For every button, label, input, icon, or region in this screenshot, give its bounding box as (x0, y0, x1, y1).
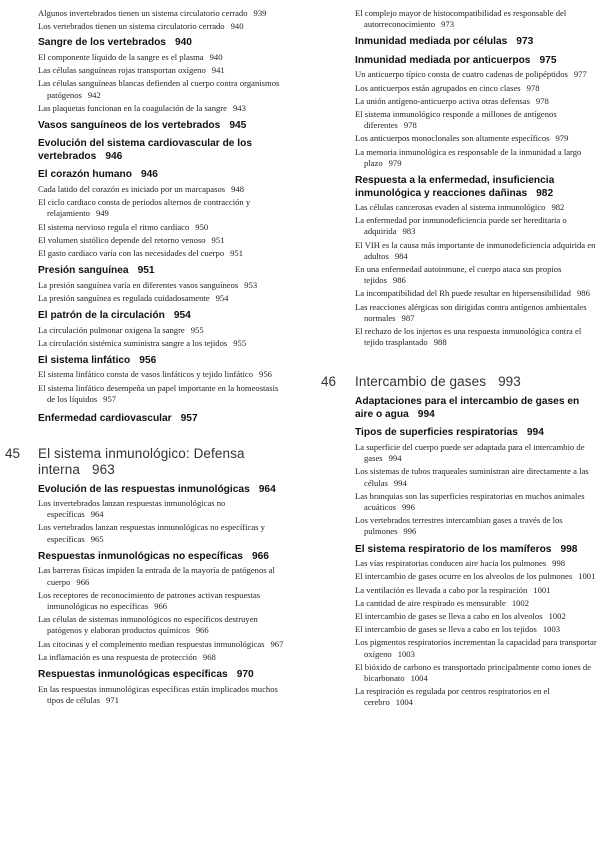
item-text: El intercambio de gases ocurre en los alveolos de los pulmones (355, 571, 573, 582)
page-number: 994 (417, 408, 435, 420)
chapter-title (38, 446, 284, 478)
page-number: 940 (230, 21, 244, 32)
item-text: Las reacciones alérgicas son dirigidas contra antígenos ambientales normales (355, 301, 587, 323)
item-text: Los vertebrados lanzan respuestas inmunológicas no específicas y específicas (38, 522, 265, 544)
toc-item (38, 248, 284, 259)
page-number: 994 (526, 427, 544, 439)
section-title: Presión sanguínea (38, 265, 129, 277)
section-title: Vasos sanguíneos de los vertebrados (38, 119, 221, 131)
page-number: 941 (211, 65, 225, 76)
toc-item (355, 491, 598, 513)
page-number: 973 (516, 36, 534, 48)
page-number: 953 (244, 279, 258, 290)
section-title: Enfermedad cardiovascular (38, 413, 172, 425)
page-number: 951 (137, 265, 155, 277)
section-title: Evolución de las respuestas inmunológicas (38, 483, 250, 495)
toc-item (38, 590, 284, 612)
page-number: 966 (195, 625, 209, 636)
item-text: Las células cancerosas evaden al sistema inmunológico (355, 202, 546, 213)
item-text: Los vertebrados terrestres intercambian gases a través de los pulmones (355, 515, 563, 537)
toc-item (355, 288, 598, 299)
page-number: 940 (174, 37, 192, 49)
toc-item (355, 8, 598, 30)
toc-item (38, 684, 284, 706)
page-number: 963 (91, 461, 115, 477)
item-text: Algunos invertebrados tienen un sistema circulatorio cerrado (38, 8, 248, 18)
page-number: 940 (209, 51, 223, 62)
toc-item (355, 96, 598, 107)
section-title: Respuesta a la enfermedad, insuficiencia inmunológica y reacciones dañinas (355, 175, 555, 199)
item-text: La inflamación es una respuesta de protección (38, 651, 197, 662)
page-number: 964 (90, 509, 104, 520)
page-number: 1004 (410, 672, 428, 683)
chapter-heading (321, 374, 598, 390)
toc-item (355, 466, 598, 488)
page-number: 954 (173, 310, 191, 322)
item-text: La circulación pulmonar oxigena la sangre (38, 324, 185, 335)
toc-item (38, 565, 284, 587)
item-text: El gasto cardiaco varía con las necesidades del cuerpo (38, 247, 225, 258)
item-text: Las plaquetas funcionan en la coagulación de la sangre (38, 102, 227, 113)
section-title: El patrón de la circulación (38, 310, 165, 322)
section-title: Tipos de superficies respiratorias (355, 427, 518, 439)
page-number: 977 (573, 69, 587, 80)
page-number: 957 (103, 393, 117, 404)
page-number: 1002 (548, 610, 566, 621)
item-text: El complejo mayor de histocompatibilidad es responsable del autorreconocimiento (355, 8, 567, 30)
page-number: 951 (230, 247, 244, 258)
page-number: 998 (560, 543, 578, 555)
item-text: El bióxido de carbono es transportado principalmente como iones de bicarbonato (355, 661, 592, 683)
page-number: 986 (392, 275, 406, 286)
toc-item (38, 8, 284, 19)
page-number: 978 (403, 120, 417, 131)
section-heading (355, 544, 598, 557)
section-title: Inmunidad mediada por células (355, 36, 508, 48)
toc-item (38, 197, 284, 219)
page-number: 993 (498, 374, 521, 390)
chapter-title-text: Intercambio de gases (355, 374, 487, 390)
section-heading (38, 484, 284, 497)
item-text: La presión sanguínea varía en diferentes vasos sanguíneos (38, 279, 239, 290)
section-title: Respuestas inmunológicas específicas (38, 669, 228, 680)
page-number: 996 (403, 526, 417, 537)
section-heading (38, 37, 284, 50)
toc-item (355, 147, 598, 169)
chapter-title-text: El sistema inmunológico: Defensa interna (38, 445, 245, 477)
page-number: 982 (551, 202, 565, 213)
item-text: El sistema nervioso regula el ritmo cardiaco (38, 221, 190, 232)
toc-item (355, 83, 598, 94)
page-number: 956 (259, 369, 272, 380)
item-text: El sistema linfático consta de vasos linfáticos y tejido linfático (38, 369, 254, 380)
page-number: 943 (232, 102, 246, 113)
page-number: 945 (229, 119, 247, 131)
toc-item (38, 652, 284, 663)
item-text: Las citocinas y el complemento median respuestas inmunológicas (38, 638, 265, 649)
section-heading (355, 396, 598, 421)
page-number: 984 (394, 250, 408, 261)
item-text: El sistema inmunológico responde a millones de antígenos diferentes (355, 109, 557, 131)
toc-item (38, 293, 284, 304)
item-text: Un anticuerpo típico consta de cuatro cadenas de polipéptidos (355, 69, 568, 80)
page-number: 956 (139, 354, 157, 366)
section-heading (355, 36, 598, 49)
toc-item (38, 222, 284, 233)
toc-item (355, 202, 598, 213)
toc-item (355, 686, 598, 708)
item-text: El volumen sistólico depende del retorno venoso (38, 234, 206, 245)
section-heading (38, 169, 284, 182)
section-heading (355, 55, 598, 68)
toc-item (38, 184, 284, 195)
toc-item (355, 240, 598, 262)
toc-item (355, 326, 598, 348)
item-text: El rechazo de los injertos es una respuesta inmunológica contra el tejido trasplantado (355, 326, 582, 348)
toc-item (38, 614, 284, 636)
page-number: 987 (401, 312, 415, 323)
item-text: El intercambio de gases se lleva a cabo en los tejidos (355, 624, 537, 635)
section-heading (38, 669, 284, 682)
chapter-number: 45 (5, 445, 21, 461)
page-number: 1002 (511, 597, 529, 608)
section-heading (355, 427, 598, 440)
toc-item (38, 639, 284, 650)
item-text: La ventilación es llevada a cabo por la respiración (355, 584, 528, 595)
section-title: Adaptaciones para el intercambio de gases en aire o agua (355, 396, 580, 420)
toc-item (38, 522, 284, 544)
item-text: En una enfermedad autoinmune, el cuerpo ataca sus propios tejidos (355, 264, 562, 286)
page-number: 951 (211, 234, 225, 245)
toc-right-column (321, 8, 598, 709)
page-number: 954 (215, 292, 229, 303)
toc-item (38, 103, 284, 114)
toc-item (38, 65, 284, 76)
page-number: 998 (552, 558, 566, 569)
item-text: La incompatibilidad del Rh puede resultar en hipersensibilidad (355, 288, 571, 299)
chapter-heading (5, 445, 284, 478)
page-number: 973 (441, 19, 454, 30)
toc-item (38, 338, 284, 349)
page-number: 1004 (395, 697, 413, 708)
toc-item (355, 215, 598, 237)
chapter-number: 46 (321, 374, 337, 390)
page-number: 994 (388, 453, 402, 464)
item-text: Los invertebrados lanzan respuestas inmunológicas no específicas (38, 498, 226, 520)
item-text: Las células de sistemas inmunológicos no específicos destruyen patógenos y elaboran productos químicos (38, 614, 258, 636)
item-text: En las respuestas inmunológicas específicas están implicados muchos tipos de células (38, 683, 278, 705)
page-number: 967 (270, 638, 284, 649)
section-title: Evolución del sistema cardiovascular de los vertebrados (38, 138, 253, 162)
toc-item (355, 637, 598, 659)
section-heading (38, 120, 284, 133)
page-number: 964 (258, 483, 276, 495)
item-text: La superficie del cuerpo puede ser adaptada para el intercambio de gases (355, 441, 585, 464)
item-text: Las células sanguíneas rojas transportan oxígeno (38, 65, 206, 76)
item-text: Las branquias son las superficies respiratorias en muchos animales acuáticos (355, 490, 585, 512)
page-number: 979 (555, 133, 569, 144)
item-text: Los receptores de reconocimiento de patrones activan respuestas inmunológicas no específicas (38, 589, 261, 611)
toc-item (355, 662, 598, 684)
item-text: La enfermedad por inmunodeficiencia puede ser hereditaria o adquirida (355, 215, 567, 237)
page-number: 966 (154, 600, 168, 611)
toc-item (38, 369, 284, 380)
item-text: Los vertebrados tienen un sistema circulatorio cerrado (38, 21, 225, 32)
item-text: El sistema linfático desempeña un papel importante en la homeostasis de los líquidos (38, 382, 279, 404)
page-number: 955 (190, 324, 204, 335)
toc-item (38, 21, 284, 32)
item-text: Los sistemas de tubos traqueales suministran aire directamente a las células (355, 466, 589, 488)
section-title: Respuestas inmunológicas no específicas (38, 550, 243, 562)
item-text: Cada latido del corazón es iniciado por un marcapasos (38, 183, 226, 194)
toc-item (355, 442, 598, 464)
toc-item (355, 515, 598, 537)
toc-item (355, 571, 598, 582)
section-heading (38, 138, 284, 163)
page-number: 955 (233, 337, 247, 348)
page-number: 946 (105, 150, 123, 162)
toc-item (355, 302, 598, 324)
toc-item (38, 78, 284, 100)
toc-item (38, 325, 284, 336)
chapter-title (355, 374, 521, 390)
page-number: 965 (90, 533, 104, 544)
page-number: 978 (535, 95, 549, 106)
item-text: Los pigmentos respiratorios incrementan la capacidad para transportar oxígeno (355, 637, 597, 659)
toc-item (38, 383, 284, 405)
item-text: La circulación sistémica suministra sangre a los tejidos (38, 337, 228, 348)
item-text: El intercambio de gases se lleva a cabo en los alveolos (355, 610, 543, 621)
toc-item (38, 52, 284, 63)
section-title: Sangre de los vertebrados (38, 37, 166, 49)
item-text: El ciclo cardiaco consta de periodos alternos de contracción y relajamiento (38, 197, 251, 219)
page-number: 966 (251, 550, 269, 562)
section-heading (38, 310, 284, 323)
page-number: 988 (433, 337, 447, 348)
page-number: 982 (536, 187, 554, 199)
section-heading (38, 551, 284, 564)
section-heading (38, 355, 284, 368)
toc-item (355, 69, 598, 80)
page-number: 986 (576, 288, 590, 299)
toc-left-column (5, 8, 284, 706)
page-number: 983 (402, 226, 416, 237)
toc-item (355, 598, 598, 609)
page-number: 994 (393, 477, 407, 488)
toc-item (355, 264, 598, 286)
item-text: El VIH es la causa más importante de inmunodeficiencia adquirida en adultos (355, 239, 596, 261)
page-number: 978 (526, 82, 540, 93)
toc-item (38, 280, 284, 291)
toc-item (355, 611, 598, 622)
item-text: La cantidad de aire respirado es mensurable (355, 597, 506, 608)
item-text: Los anticuerpos están agrupados en cinco clases (355, 82, 521, 93)
page-number: 948 (231, 183, 244, 194)
page-number: 946 (140, 169, 158, 181)
toc-item (355, 109, 598, 131)
page-number: 996 (401, 501, 415, 512)
item-text: Los anticuerpos monoclonales son altamente específicos (355, 133, 550, 144)
toc-item (38, 235, 284, 246)
item-text: La presión sanguínea es regulada cuidadosamente (38, 292, 210, 303)
page-number: 939 (253, 8, 267, 18)
item-text: Las vías respiratorias conducen aire hacia los pulmones (355, 558, 547, 569)
toc-item (355, 624, 598, 635)
page-number: 979 (388, 157, 402, 168)
page-number: 957 (180, 413, 198, 425)
section-heading (355, 175, 598, 200)
toc-item (355, 585, 598, 596)
item-text: Las células sanguíneas blancas defienden al cuerpo contra organismos patógenos (38, 78, 280, 100)
section-title: Inmunidad mediada por anticuerpos (355, 54, 531, 66)
item-text: La memoria inmunológica es responsable de la inmunidad a largo plazo (355, 146, 582, 168)
page-number: 1003 (542, 624, 561, 635)
item-text: El componente líquido de la sangre es el plasma (38, 51, 204, 62)
page-number: 968 (202, 651, 216, 662)
page-number: 975 (539, 54, 557, 66)
page-number: 971 (105, 694, 119, 705)
section-heading (38, 413, 284, 426)
item-text: Las barreras físicas impiden la entrada de la mayoría de patógenos al cuerpo (38, 565, 275, 587)
toc-item (355, 558, 598, 569)
page-number: 949 (95, 208, 109, 219)
toc-item (38, 498, 284, 520)
item-text: La respiración es regulada por centros respiratorios en el cerebro (355, 686, 550, 708)
page-number: 966 (76, 576, 90, 587)
page-number: 1001 (578, 571, 596, 582)
toc-item (355, 133, 598, 144)
page-number: 950 (195, 221, 209, 232)
page-number: 1001 (533, 584, 551, 595)
section-title: El sistema linfático (38, 354, 131, 366)
section-title: El corazón humano (38, 169, 132, 181)
page-number: 942 (87, 89, 101, 100)
page-number: 970 (236, 669, 254, 680)
page-number: 1003 (397, 648, 415, 659)
section-heading (38, 265, 284, 278)
item-text: La unión antígeno-anticuerpo activa otras defensas (355, 95, 530, 106)
section-title: El sistema respiratorio de los mamíferos (355, 543, 552, 555)
